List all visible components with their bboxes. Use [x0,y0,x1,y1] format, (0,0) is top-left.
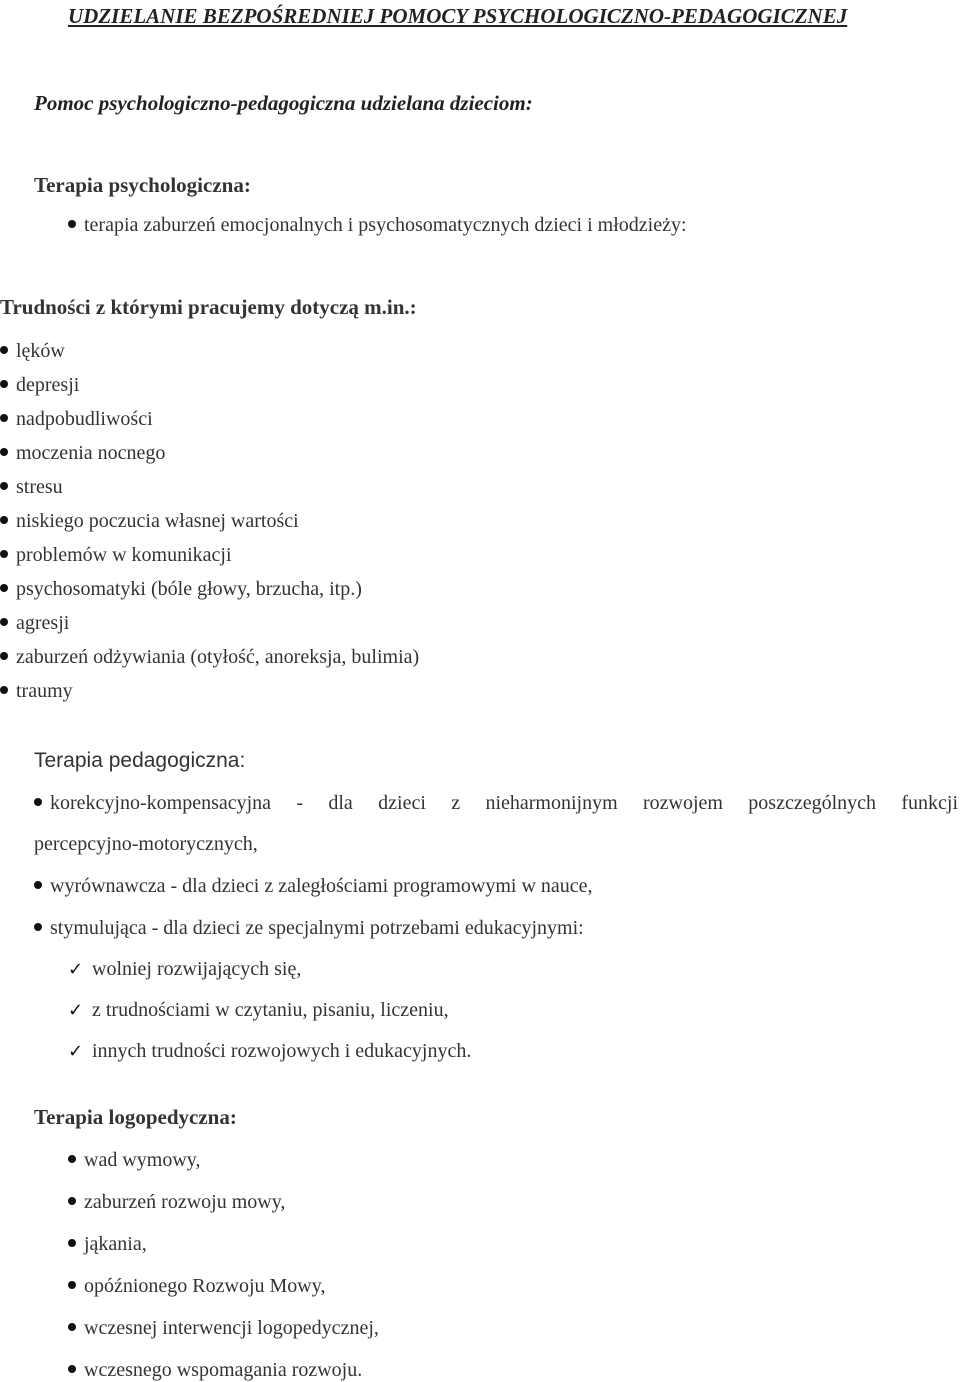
list-item-text: agresji [16,612,70,634]
psych-item-text: terapia zaburzeń emocjonalnych i psychosomatycznych dzieci i młodzieży: [84,214,687,236]
checkmark-icon: ✓ [68,1041,84,1062]
bullet-dot-icon [34,923,42,931]
checkmark-icon: ✓ [68,1000,84,1021]
bullet-dot-icon [68,1323,76,1331]
bullet-dot-icon [0,414,8,422]
bullet-dot-icon [68,1155,76,1163]
psych-heading: Terapia psychologiczna: [34,173,251,197]
list-item-text: stresu [16,476,63,498]
difficulties-list-item [0,509,299,533]
list-item-text: z trudnościami w czytaniu, pisaniu, liczeniu, [92,999,449,1021]
list-item-text: stymulująca - dla dzieci ze specjalnymi potrzebami edukacyjnymi: [50,917,584,939]
bullet-dot-icon [68,1365,76,1373]
list-item-text: wad wymowy, [84,1149,201,1171]
bullet-dot-icon [0,346,8,354]
pedagogical-continuation: percepcyjno-motorycznych, [34,833,258,855]
list-item-text: problemów w komunikacji [16,544,232,566]
bullet-dot-icon [0,652,8,660]
check-list-item [68,998,449,1023]
bullet-dot-icon [68,220,76,228]
list-item-text: wolniej rozwijających się, [92,958,302,980]
speech-list-item [68,1274,325,1298]
list-item-text: wczesnego wspomagania rozwoju. [84,1359,363,1381]
difficulties-heading: Trudności z którymi pracujemy dotyczą m.in.: [0,295,417,319]
check-list-item [68,957,301,982]
difficulties-list-item [0,339,65,363]
bullet-dot-icon [68,1239,76,1247]
list-item-text: korekcyjno-kompensacyjna - dla dzieci z nieharmonijnym rozwojem poszczególnych funkcji [50,792,958,814]
speech-list-item [68,1232,147,1256]
speech-list-item [68,1316,379,1340]
difficulties-list-item [0,373,79,397]
bullet-dot-icon [0,618,8,626]
bullet-dot-icon [0,448,8,456]
list-item-text: innych trudności rozwojowych i edukacyjnych. [92,1040,472,1062]
list-item-text: nadpobudliwości [16,408,153,430]
list-item-text: niskiego poczucia własnej wartości [16,510,299,532]
pedagogical-list-item [34,916,584,940]
bullet-dot-icon [0,686,8,694]
bullet-dot-icon [0,380,8,388]
list-item-text: wczesnej interwencji logopedycznej, [84,1317,379,1339]
speech-list-item [68,1148,200,1172]
difficulties-list-item [0,679,73,703]
difficulties-list-item [0,577,362,601]
list-item-text: wyrównawcza - dla dzieci z zaległościami programowymi w nauce, [50,875,593,897]
check-list-item [68,1039,471,1064]
bullet-dot-icon [68,1197,76,1205]
list-item-text: zaburzeń odżywiania (otyłość, anoreksja, bulimia) [16,646,420,668]
list-item-text: jąkania, [84,1233,147,1255]
checkmark-icon: ✓ [68,959,84,980]
difficulties-list-item [0,407,153,431]
pedagogical-list-item [34,791,958,815]
bullet-dot-icon [0,584,8,592]
pedagogical-list-item [34,874,593,898]
speech-list-item [68,1358,362,1382]
difficulties-list-item [0,543,232,567]
psych-list-item [68,213,687,237]
list-item-text: opóźnionego Rozwoju Mowy, [84,1275,326,1297]
speech-heading: Terapia logopedyczna: [34,1105,237,1129]
list-item-text: psychosomatyki (bóle głowy, brzucha, itp.) [16,578,362,600]
bullet-dot-icon [0,550,8,558]
list-item-text: moczenia nocnego [16,442,166,464]
difficulties-list-item [0,611,69,635]
page-subtitle: Pomoc psychologiczno-pedagogiczna udzielana dzieciom: [34,91,533,115]
page-title: UDZIELANIE BEZPOŚREDNIEJ POMOCY PSYCHOLOGICZNO-PEDAGOGICZNEJ [68,4,848,28]
difficulties-list-item [0,645,419,669]
list-item-text: traumy [16,680,73,702]
list-item-text: depresji [16,374,80,396]
difficulties-list-item [0,441,165,465]
speech-list-item [68,1190,285,1214]
bullet-dot-icon [0,482,8,490]
bullet-dot-icon [34,798,42,806]
bullet-dot-icon [68,1281,76,1289]
list-item-text: lęków [16,340,65,362]
list-item-text: zaburzeń rozwoju mowy, [84,1191,286,1213]
bullet-dot-icon [34,881,42,889]
pedagogical-heading: Terapia pedagogiczna: [34,749,246,772]
bullet-dot-icon [0,516,8,524]
difficulties-list-item [0,475,63,499]
